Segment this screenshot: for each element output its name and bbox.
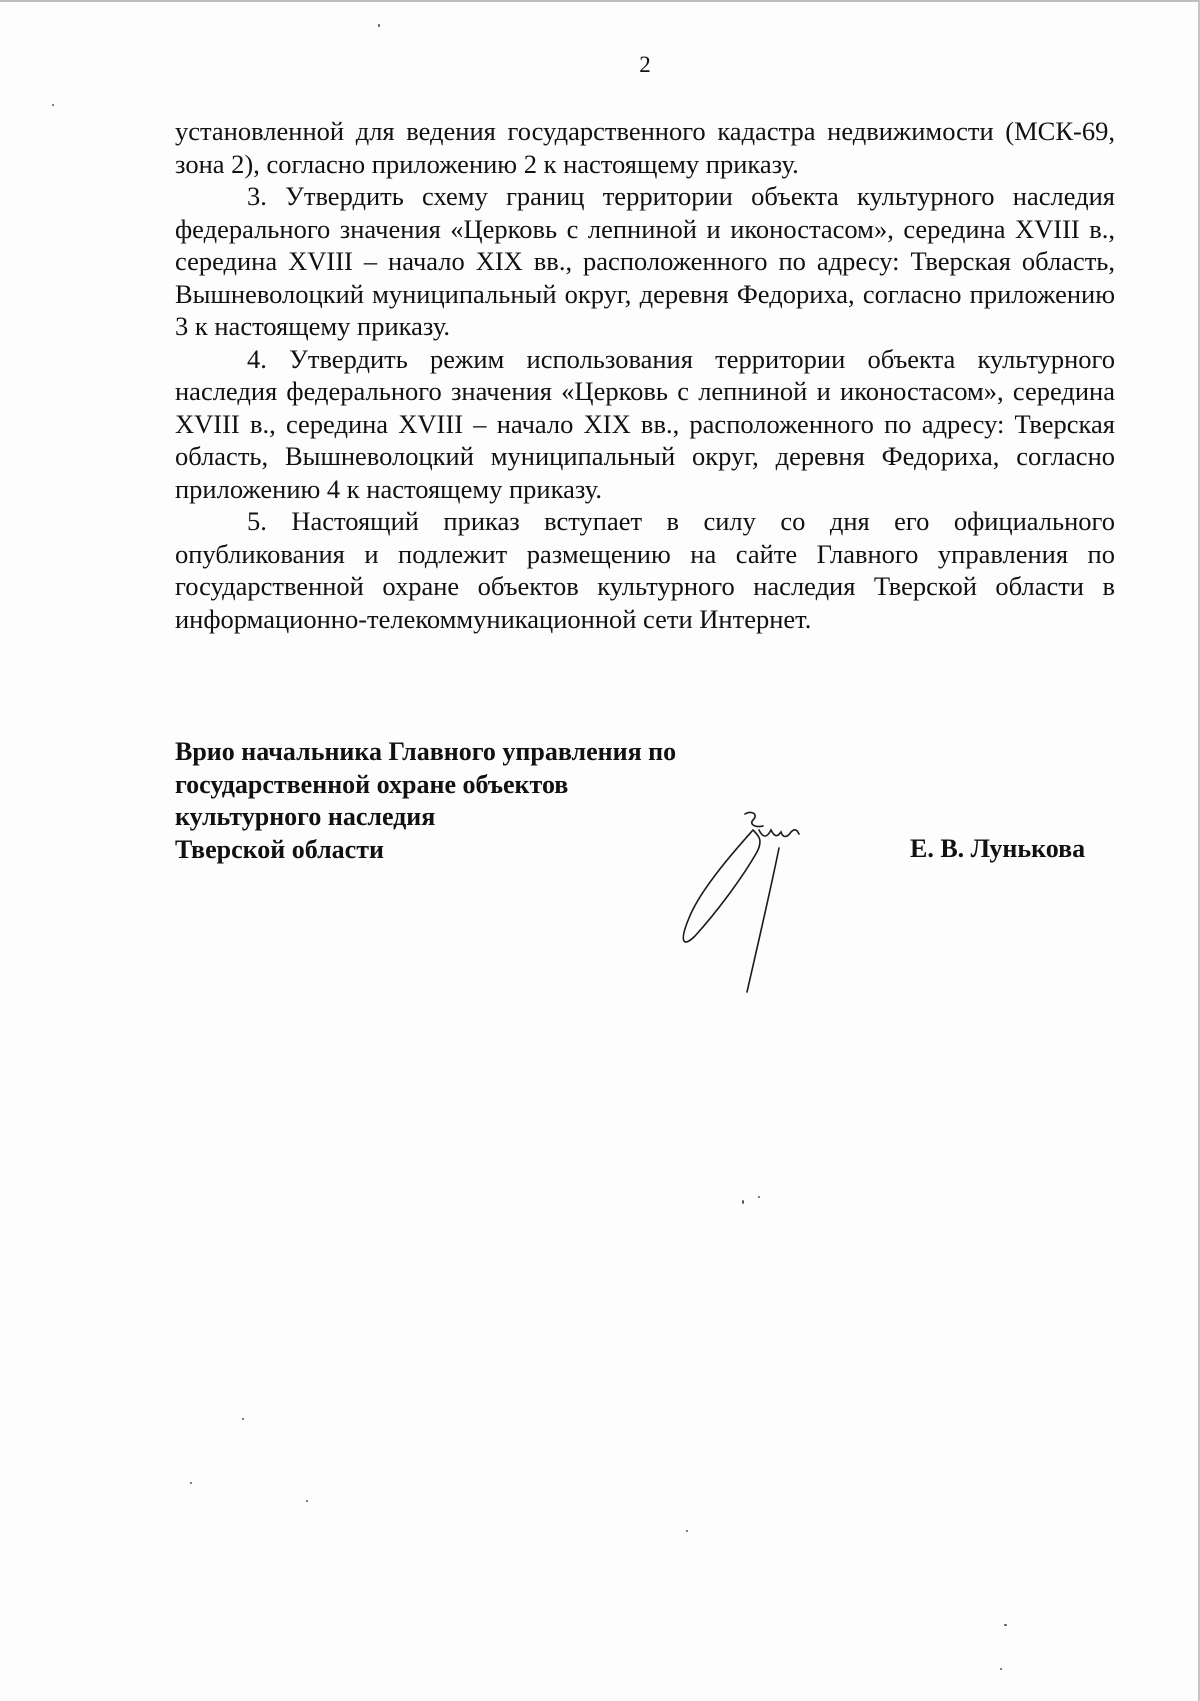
position-line: Тверской области (175, 834, 384, 864)
order-text (175, 115, 1115, 635)
scan-speck (758, 1196, 760, 1198)
scan-speck (742, 1200, 744, 1204)
handwritten-signature (675, 808, 855, 1008)
scan-speck (1004, 1624, 1007, 1626)
scan-speck (242, 1418, 244, 1420)
signatory-name: Е. В. Лунькова (910, 834, 1086, 863)
scan-speck (686, 1530, 688, 1532)
position-line: государственной охране объектов (175, 769, 569, 799)
paragraph-item-5: 5. Настоящий приказ вступает в силу со дня его официального опубликования и подлежит размещению на сайте Главного управления по государственной охране объектов культурного наследия Тверской области в информационно-телекоммуникационной сети Интернет. (175, 506, 1115, 634)
page-number: 2 (639, 52, 651, 77)
position-line: культурного наследия (175, 802, 436, 831)
scan-speck (52, 104, 54, 106)
paragraph-continuation: установленной для ведения государственного кадастра недвижимости (МСК-69, зона 2), согласно приложению 2 к настоящему приказу. (175, 116, 1115, 179)
scan-speck (1000, 1668, 1002, 1670)
signatory-position (175, 736, 735, 866)
scan-speck (378, 24, 380, 27)
paragraph-item-3: 3. Утвердить схему границ территории объекта культурного наследия федерального значения «Церковь с лепниной и иконостасом», середина XVIII в., середина XVIII – начало XIX вв., расположенного по адресу: Тверская область, Вышневолоцкий муниципальный округ, деревня Федориха, согласно приложению 3 к настоящему приказу. (175, 181, 1115, 341)
scan-edge-top (0, 0, 1200, 2)
paragraph-item-4: 4. Утвердить режим использования территории объекта культурного наследия федерального значения «Церковь с лепниной и иконостасом», середина XVIII в., середина XVIII – начало XIX вв., расположенного по адресу: Тверская область, Вышневолоцкий муниципальный округ, деревня Федориха, согласно приложению 4 к настоящему приказу. (175, 343, 1115, 504)
scan-speck (306, 1500, 308, 1502)
position-line: Врио начальника Главного управления по (175, 737, 677, 766)
scan-speck (190, 1482, 192, 1484)
